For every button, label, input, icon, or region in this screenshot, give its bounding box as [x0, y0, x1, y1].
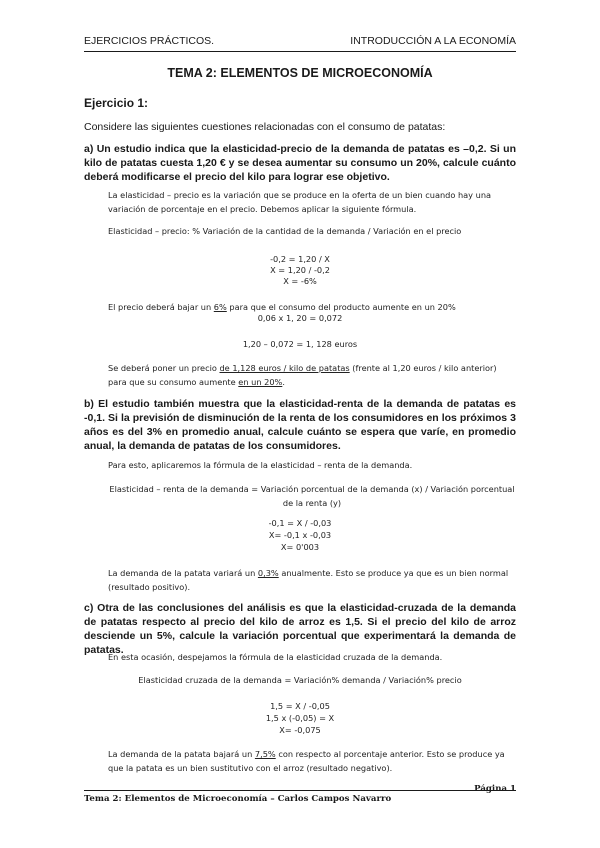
answer-b-paragraph: Para esto, aplicaremos la fórmula de la elasticidad – renta de la demanda. [108, 460, 413, 470]
answer-a-calc1: 0,06 x 1, 20 = 0,072 [257, 313, 343, 323]
question-c: c) Otra de las conclusiones del análisis es que la elasticidad-cruzada de la demanda de patatas respecto al precio del kilo de arroz es 1,5. Si el precio del kilo de arroz desciende un 5%, calcule la variación porcentual que experimentará la demanda de patatas. [84, 602, 516, 656]
answer-b-result: La demanda de la patata variará un 0,3% anualmente. Esto se produce ya que es un bien normal (resultado positivo). [108, 568, 509, 592]
answer-c-eq1: 1,5 = X / -0,05 [270, 701, 330, 711]
answer-a-eq1: -0,2 = 1,20 / X [270, 254, 330, 264]
question-a: a) Un estudio indica que la elasticidad-precio de la demanda de patatas es –0,2. Si un kilo de patatas cuesta 1,20 € y se desea aumentar su consumo un 20%, calcule cuánto deberá modificarse el precio del kilo para lograr ese objetivo. [84, 143, 516, 183]
answer-a-result2: Se deberá poner un precio de 1,128 euros / kilo de patatas (frente al 1,20 euros / kilo anterior) para que su consumo aumente en un 20%. [108, 363, 497, 387]
answer-a-calc2: 1,20 – 0,072 = 1, 128 euros [242, 339, 358, 349]
question-b: b) El estudio también muestra que la elasticidad-renta de la demanda de patatas es -0,1. Si la previsión de disminución de la renta de los consumidores en los próximos 3 años es del 3% en promedio anual, calcule cuánto se espera que varíe, en promedio anual, la demanda de patatas de los consumidores. [84, 398, 516, 452]
answer-b-eq3: X= 0'003 [280, 542, 320, 552]
answer-c-eq2: 1,5 x (-0,05) = X [265, 713, 335, 723]
footer-text: Tema 2: Elementos de Microeconomía – Carlos Campos Navarro [84, 794, 392, 804]
answer-a-eq2: X = 1,20 / -0,2 [270, 265, 330, 275]
answer-c-formula: Elasticidad cruzada de la demanda = Variación% demanda / Variación% precio [138, 675, 462, 685]
exercise-heading: Ejercicio 1: [84, 96, 149, 110]
answer-b-eq1: -0,1 = X / -0,03 [268, 518, 332, 528]
page-title: TEMA 2: ELEMENTOS DE MICROECONOMÍA [167, 66, 433, 80]
answer-c-eq3: X= -0,075 [279, 725, 321, 735]
answer-a-formula: Elasticidad – precio: % Variación de la cantidad de la demanda / Variación en el precio [108, 226, 462, 236]
page-header [84, 35, 516, 52]
answer-b-eq2: X= -0,1 x -0,03 [268, 530, 332, 540]
answer-a-result1: El precio deberá bajar un 6% para que el consumo del producto aumente en un 20% [108, 302, 456, 312]
page-footer [84, 784, 516, 804]
exercise-intro: Considere las siguientes cuestiones relacionadas con el consumo de patatas: [84, 121, 446, 133]
page-number: Página 1 [474, 784, 516, 794]
answer-c-paragraph: En esta ocasión, despejamos la fórmula de la elasticidad cruzada de la demanda. [108, 652, 443, 662]
header-left: EJERCICIOS PRÁCTICOS. [84, 35, 215, 47]
answer-c-result: La demanda de la patata bajará un 7,5% con respecto al porcentaje anterior. Esto se produce ya que la patata es un bien sustitutivo con el arroz (resultado negativo). [108, 749, 505, 773]
answer-a-eq3: X = -6% [283, 276, 317, 286]
answer-a-paragraph: La elasticidad – precio es la variación que se produce en la oferta de un bien cuando hay una variación de porcentaje en el precio. Debemos aplicar la siguiente fórmula. [108, 190, 492, 214]
header-right: INTRODUCCIÓN A LA ECONOMÍA [350, 35, 516, 47]
answer-b-formula: Elasticidad – renta de la demanda = Variación porcentual de la demanda (x) / Variación porcentual de la renta (y) [109, 484, 515, 508]
